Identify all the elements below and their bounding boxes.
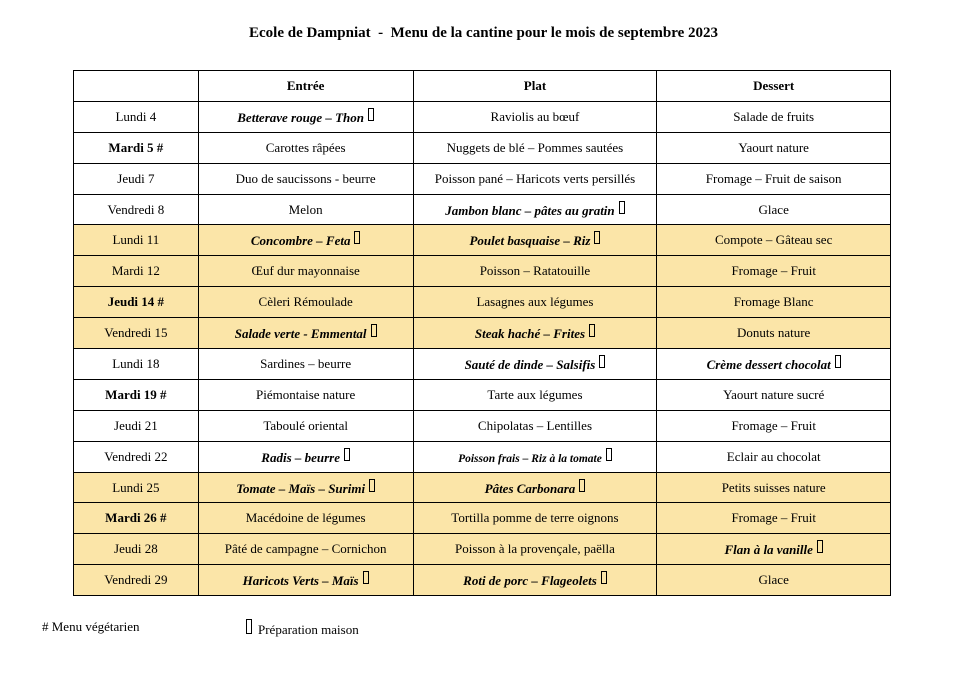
homemade-icon: [354, 231, 360, 244]
homemade-icon: [589, 324, 595, 337]
header-row: [74, 71, 891, 102]
entree-cell: Radis – beurre: [198, 441, 413, 472]
entree-cell: Piémontaise nature: [198, 379, 413, 410]
entree-cell: Cèleri Rémoulade: [198, 287, 413, 318]
homemade-icon: [344, 448, 350, 461]
table-row: [74, 503, 891, 534]
day-cell: Vendredi 8: [74, 194, 199, 225]
dessert-cell: Eclair au chocolat: [657, 441, 891, 472]
table-row: [74, 318, 891, 349]
day-cell: Lundi 25: [74, 472, 199, 503]
homemade-icon: [369, 479, 375, 492]
page-title: Ecole de Dampniat - Menu de la cantine pour le mois de septembre 2023: [248, 25, 718, 41]
legend-homemade: [246, 619, 359, 638]
day-cell: Vendredi 29: [74, 565, 199, 596]
plat-cell: Lasagnes aux légumes: [413, 287, 657, 318]
dessert-cell: Fromage Blanc: [657, 287, 891, 318]
day-cell: Lundi 4: [74, 101, 199, 132]
header-entree: Entrée: [198, 71, 413, 102]
entree-cell: Carottes râpées: [198, 132, 413, 163]
plat-cell: Roti de porc – Flageolets: [413, 565, 657, 596]
dessert-cell: Yaourt nature: [657, 132, 891, 163]
dessert-cell: Yaourt nature sucré: [657, 379, 891, 410]
plat-cell: Tarte aux légumes: [413, 379, 657, 410]
table-row: [74, 472, 891, 503]
table-row: [74, 441, 891, 472]
plat-cell: Nuggets de blé – Pommes sautées: [413, 132, 657, 163]
entree-cell: Duo de saucissons - beurre: [198, 163, 413, 194]
entree-cell: Œuf dur mayonnaise: [198, 256, 413, 287]
entree-cell: Pâté de campagne – Cornichon: [198, 534, 413, 565]
table-row: [74, 101, 891, 132]
dessert-cell: Donuts nature: [657, 318, 891, 349]
entree-cell: Macédoine de légumes: [198, 503, 413, 534]
dessert-cell: Fromage – Fruit: [657, 503, 891, 534]
homemade-icon: [368, 108, 374, 121]
header-plat: Plat: [413, 71, 657, 102]
table-row: [74, 534, 891, 565]
plat-cell: Raviolis au bœuf: [413, 101, 657, 132]
plat-cell: Poisson – Ratatouille: [413, 256, 657, 287]
homemade-icon: [594, 231, 600, 244]
table-row: [74, 225, 891, 256]
table-row: [74, 565, 891, 596]
homemade-icon: [835, 355, 841, 368]
homemade-icon: [579, 479, 585, 492]
plat-cell: Sauté de dinde – Salsifis: [413, 349, 657, 380]
plat-cell: Poulet basquaise – Riz: [413, 225, 657, 256]
menu-table: [73, 70, 891, 596]
dessert-cell: Salade de fruits: [657, 101, 891, 132]
homemade-icon: [606, 448, 612, 461]
table-row: [74, 287, 891, 318]
plat-cell: Chipolatas – Lentilles: [413, 410, 657, 441]
day-cell: Mardi 5 #: [74, 132, 199, 163]
homemade-icon: [619, 201, 625, 214]
entree-cell: Sardines – beurre: [198, 349, 413, 380]
entree-cell: Haricots Verts – Maïs: [198, 565, 413, 596]
plat-cell: Tortilla pomme de terre oignons: [413, 503, 657, 534]
entree-cell: Taboulé oriental: [198, 410, 413, 441]
entree-cell: Betterave rouge – Thon: [198, 101, 413, 132]
entree-cell: Melon: [198, 194, 413, 225]
dessert-cell: Crème dessert chocolat: [657, 349, 891, 380]
header-day: [74, 71, 199, 102]
homemade-icon: [601, 571, 607, 584]
plat-cell: Jambon blanc – pâtes au gratin: [413, 194, 657, 225]
dessert-cell: Petits suisses nature: [657, 472, 891, 503]
entree-cell: Tomate – Maïs – Surimi: [198, 472, 413, 503]
homemade-icon: [363, 571, 369, 584]
plat-cell: Poisson frais – Riz à la tomate: [413, 441, 657, 472]
homemade-icon: [599, 355, 605, 368]
entree-cell: Salade verte - Emmental: [198, 318, 413, 349]
day-cell: Jeudi 21: [74, 410, 199, 441]
day-cell: Mardi 19 #: [74, 379, 199, 410]
table-row: [74, 132, 891, 163]
day-cell: Vendredi 15: [74, 318, 199, 349]
table-row: [74, 349, 891, 380]
table-row: [74, 163, 891, 194]
day-cell: Lundi 11: [74, 225, 199, 256]
plat-cell: Pâtes Carbonara: [413, 472, 657, 503]
dessert-cell: Flan à la vanille: [657, 534, 891, 565]
entree-cell: Concombre – Feta: [198, 225, 413, 256]
table-row: [74, 194, 891, 225]
plat-cell: Poisson à la provençale, paëlla: [413, 534, 657, 565]
homemade-icon: [371, 324, 377, 337]
plat-cell: Poisson pané – Haricots verts persillés: [413, 163, 657, 194]
legend-vegetarian: # Menu végétarien: [42, 619, 140, 634]
day-cell: Mardi 26 #: [74, 503, 199, 534]
day-cell: Vendredi 22: [74, 441, 199, 472]
homemade-icon: [246, 619, 252, 634]
day-cell: Lundi 18: [74, 349, 199, 380]
plat-cell: Steak haché – Frites: [413, 318, 657, 349]
day-cell: Jeudi 7: [74, 163, 199, 194]
dessert-cell: Fromage – Fruit: [657, 256, 891, 287]
homemade-icon: [817, 540, 823, 553]
dessert-cell: Glace: [657, 194, 891, 225]
dessert-cell: Glace: [657, 565, 891, 596]
table-row: [74, 379, 891, 410]
table-row: [74, 256, 891, 287]
table-row: [74, 410, 891, 441]
day-cell: Mardi 12: [74, 256, 199, 287]
dessert-cell: Fromage – Fruit: [657, 410, 891, 441]
dessert-cell: Compote – Gâteau sec: [657, 225, 891, 256]
header-dessert: Dessert: [657, 71, 891, 102]
dessert-cell: Fromage – Fruit de saison: [657, 163, 891, 194]
legend-homemade-label: Préparation maison: [258, 622, 359, 637]
day-cell: Jeudi 28: [74, 534, 199, 565]
day-cell: Jeudi 14 #: [74, 287, 199, 318]
